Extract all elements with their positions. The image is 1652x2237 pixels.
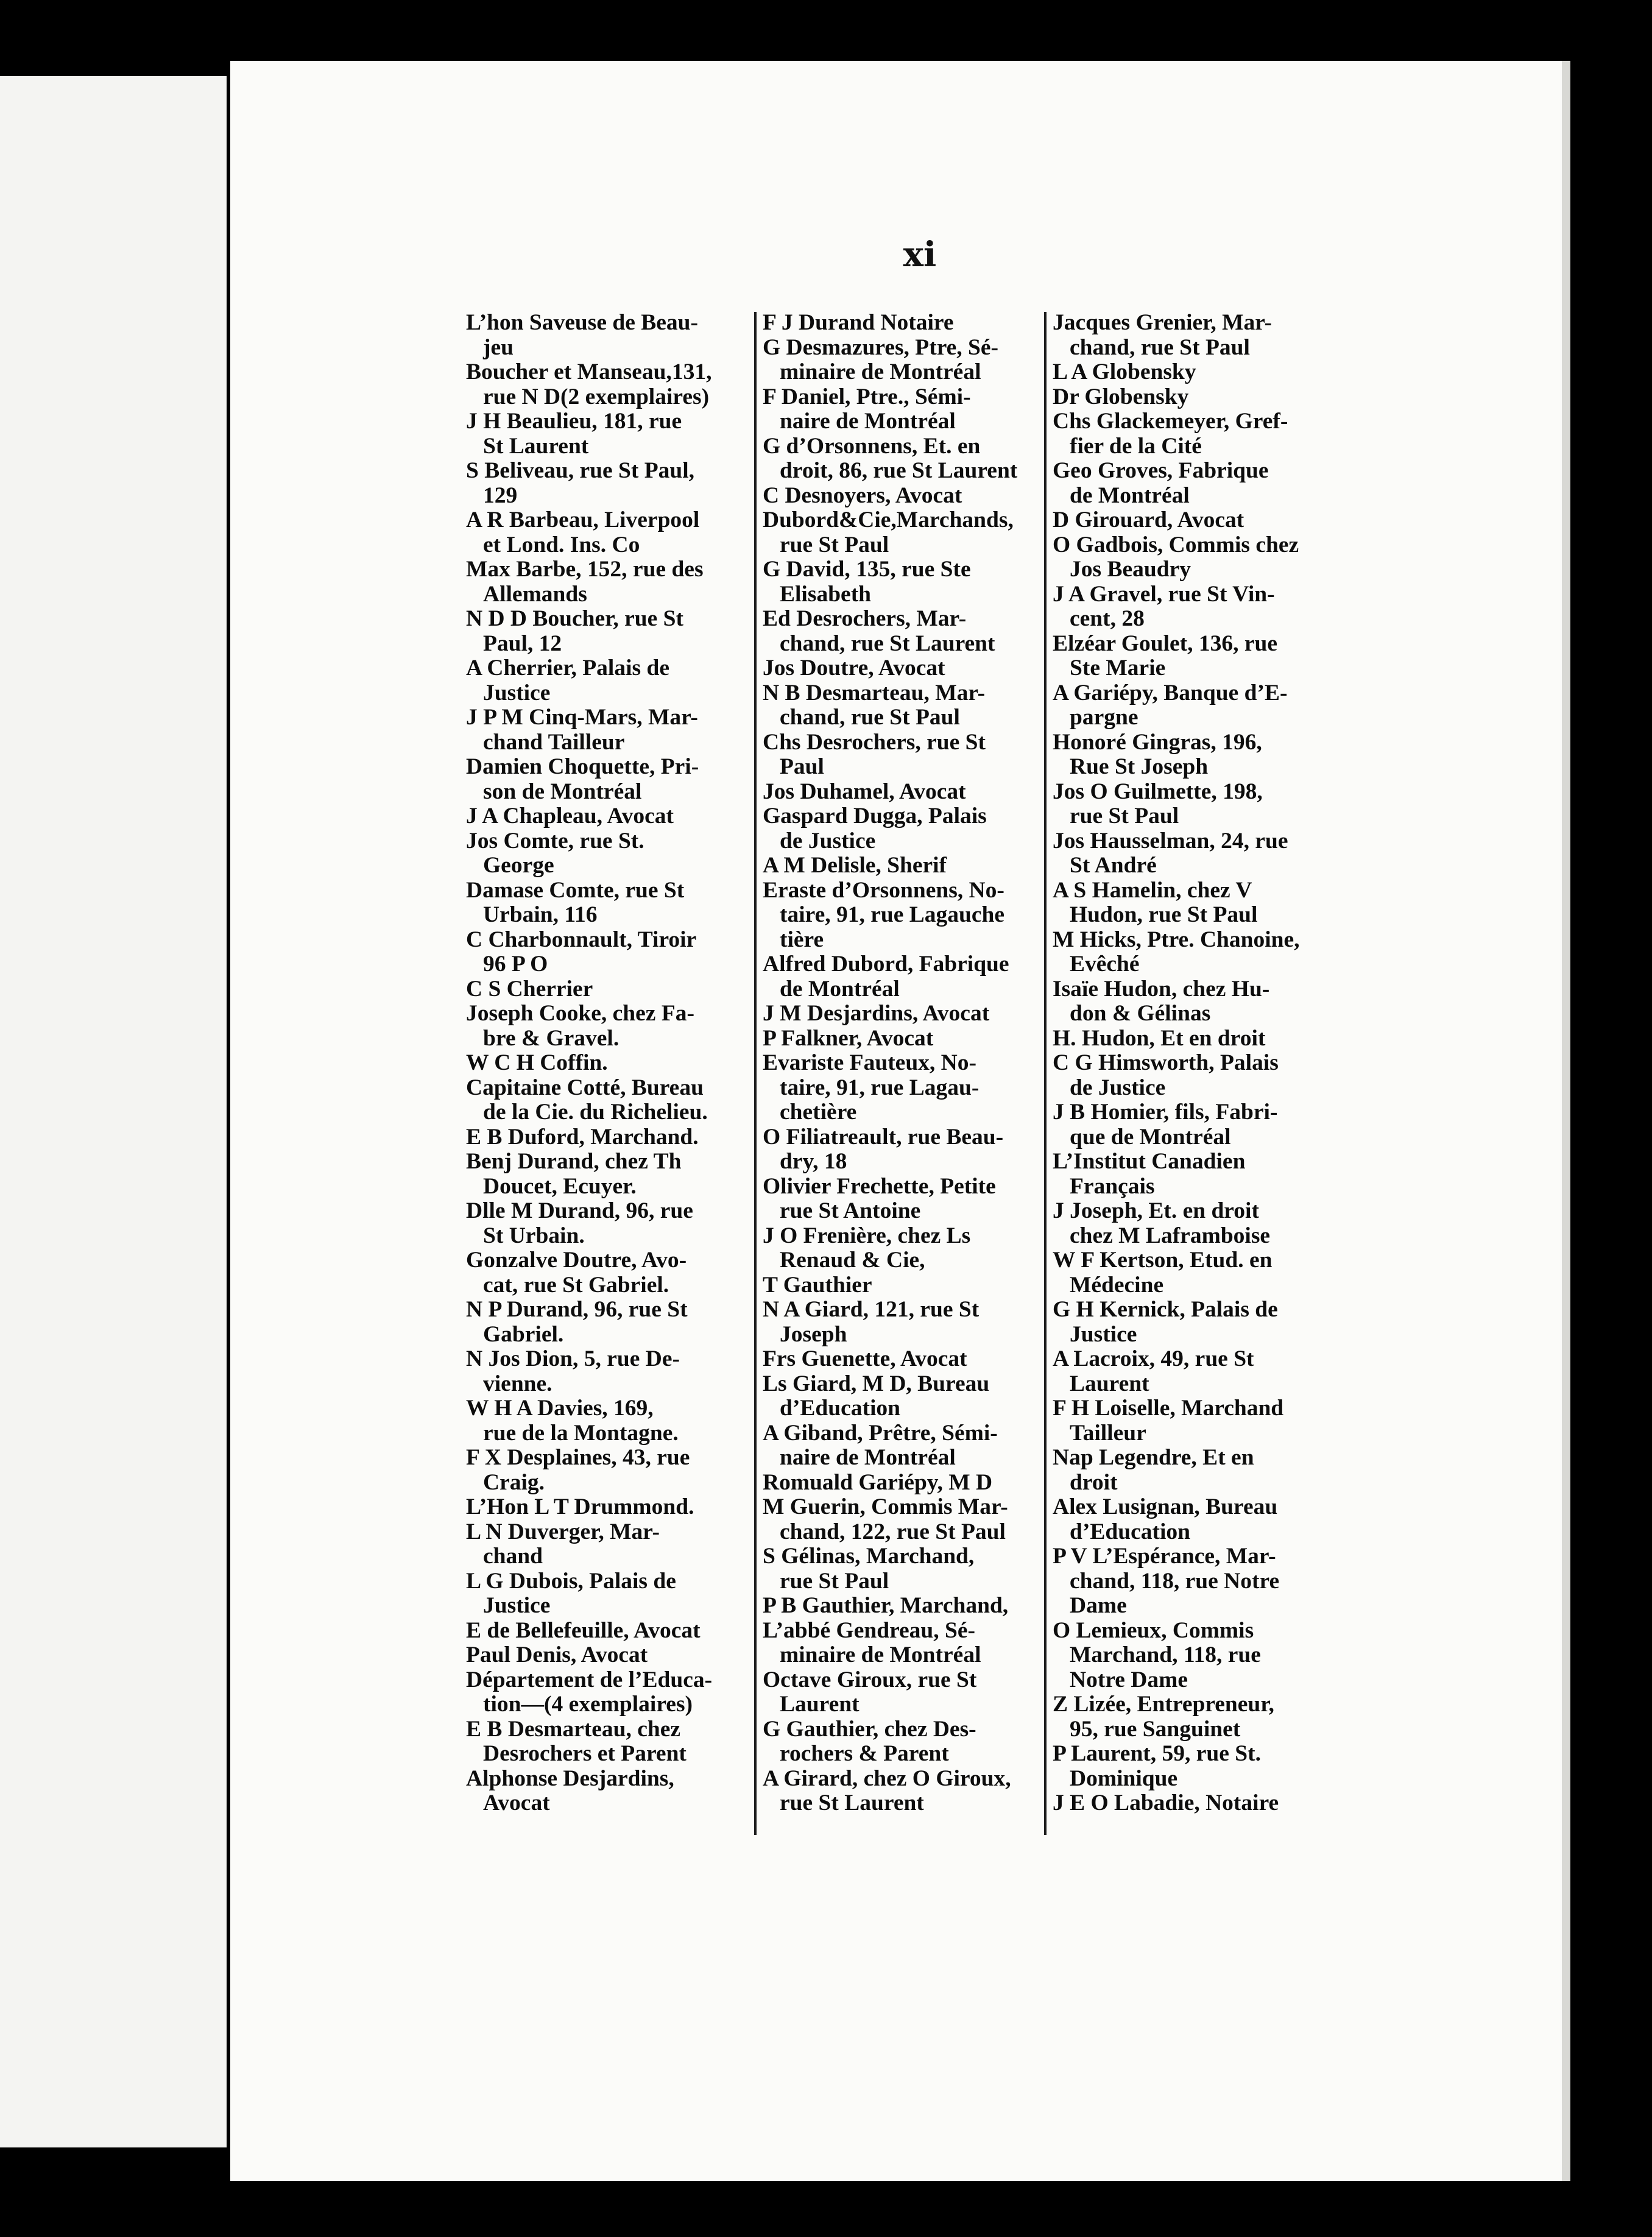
subscriber-entry: A M Delisle, Sherif — [763, 853, 947, 878]
subscriber-entry: J O Frenière, chez Ls Renaud & Cie, — [763, 1223, 971, 1273]
subscriber-entry: Jos Doutre, Avocat — [763, 656, 945, 680]
subscriber-entry: N D D Boucher, rue St Paul, 12 — [466, 606, 683, 656]
subscriber-column-2 — [763, 311, 1043, 1816]
subscriber-entry: G H Kernick, Palais de Justice — [1053, 1297, 1278, 1347]
subscriber-entry: P Laurent, 59, rue St. Dominique — [1053, 1741, 1262, 1791]
subscriber-entry: G David, 135, rue Ste Elisabeth — [763, 557, 971, 607]
subscriber-entry: D Girouard, Avocat — [1053, 507, 1244, 532]
subscriber-entry: N Jos Dion, 5, rue De- vienne. — [466, 1346, 680, 1396]
subscriber-entry: L’abbé Gendreau, Sé- minaire de Montréal — [763, 1617, 981, 1667]
subscriber-entry: Gaspard Dugga, Palais de Justice — [763, 804, 987, 853]
subscriber-entry: Ls Giard, M D, Bureau d’Education — [763, 1371, 990, 1421]
subscriber-entry: Joseph Cooke, chez Fa- bre & Gravel. — [466, 1001, 694, 1051]
subscriber-entry: S Gélinas, Marchand, rue St Paul — [763, 1544, 975, 1594]
column-divider — [1044, 312, 1047, 1835]
subscriber-entry: O Filiatreault, rue Beau- dry, 18 — [763, 1124, 1004, 1174]
subscriber-entry: Dr Globensky — [1053, 384, 1189, 409]
subscriber-entry: Honoré Gingras, 196, Rue St Joseph — [1053, 729, 1262, 779]
subscriber-entry: Olivier Frechette, Petite rue St Antoine — [763, 1173, 996, 1223]
subscriber-entry: Dubord&Cie,Marchands, rue St Paul — [763, 507, 1014, 557]
subscriber-entry: Benj Durand, chez Th Doucet, Ecuyer. — [466, 1149, 682, 1199]
subscriber-entry: Geo Groves, Fabrique de Montréal — [1053, 458, 1269, 508]
subscriber-entry: E B Duford, Marchand. — [466, 1124, 699, 1150]
subscriber-entry: Ed Desrochers, Mar- chand, rue St Laurent — [763, 606, 995, 656]
subscriber-entry: A Gariépy, Banque d’E- pargne — [1053, 680, 1288, 730]
subscriber-entry: L’Hon L T Drummond. — [466, 1494, 694, 1519]
subscriber-entry: L G Dubois, Palais de Justice — [466, 1568, 676, 1618]
subscriber-entry: P B Gauthier, Marchand, — [763, 1593, 1009, 1618]
subscriber-entry: Isaïe Hudon, chez Hu- don & Gélinas — [1053, 976, 1270, 1026]
subscriber-entry: M Guerin, Commis Mar- chand, 122, rue St Paul — [763, 1494, 1008, 1544]
subscriber-entry: L’hon Saveuse de Beau- jeu — [466, 310, 698, 360]
subscriber-entry: Paul Denis, Avocat — [466, 1642, 648, 1667]
subscriber-entry: F H Loiselle, Marchand Tailleur — [1053, 1396, 1284, 1446]
subscriber-entry: Romuald Gariépy, M D — [763, 1469, 993, 1495]
subscriber-entry: W H A Davies, 169, rue de la Montagne. — [466, 1396, 679, 1446]
subscriber-entry: H. Hudon, Et en droit — [1053, 1025, 1266, 1051]
subscriber-entry: Alex Lusignan, Bureau d’Education — [1053, 1494, 1278, 1544]
subscriber-entry: N B Desmarteau, Mar- chand, rue St Paul — [763, 680, 986, 730]
subscriber-entry: Jos Comte, rue St. George — [466, 828, 644, 878]
subscriber-entry: F X Desplaines, 43, rue Craig. — [466, 1445, 690, 1495]
subscriber-entry: Jacques Grenier, Mar- chand, rue St Paul — [1053, 310, 1273, 360]
subscriber-entry: O Gadbois, Commis chez Jos Beaudry — [1053, 532, 1299, 582]
subscriber-entry: Chs Desrochers, rue St Paul — [763, 729, 986, 779]
subscriber-entry: Damien Choquette, Pri- son de Montréal — [466, 754, 699, 804]
subscriber-entry: F J Durand Notaire — [763, 310, 954, 335]
subscriber-entry: Jos Hausselman, 24, rue St André — [1053, 828, 1288, 878]
subscriber-entry: Elzéar Goulet, 136, rue Ste Marie — [1053, 631, 1278, 680]
subscriber-entry: Max Barbe, 152, rue des Allemands — [466, 557, 704, 607]
subscriber-column-1 — [466, 311, 746, 1816]
subscriber-entry: G d’Orsonnens, Et. en droit, 86, rue St Laurent — [763, 433, 1018, 483]
subscriber-entry: J B Homier, fils, Fabri- que de Montréal — [1053, 1100, 1278, 1150]
page-number: xi — [903, 235, 937, 275]
subscriber-column-3 — [1053, 311, 1345, 1816]
subscriber-entry: G Desmazures, Ptre, Sé- minaire de Montréal — [763, 334, 999, 384]
subscriber-entry: A Girard, chez O Giroux, rue St Laurent — [763, 1765, 1011, 1815]
subscriber-entry: Alfred Dubord, Fabrique de Montréal — [763, 952, 1009, 1002]
subscriber-entry: A Giband, Prêtre, Sémi- naire de Montréal — [763, 1420, 998, 1470]
subscriber-entry: L’Institut Canadien Français — [1053, 1149, 1246, 1199]
previous-page-edge — [0, 76, 227, 2147]
subscriber-entry: Eraste d’Orsonnens, No- taire, 91, rue Lagauche tière — [763, 877, 1005, 952]
subscriber-entry: Dlle M Durand, 96, rue St Urbain. — [466, 1198, 693, 1248]
subscriber-entry: N P Durand, 96, rue St Gabriel. — [466, 1297, 688, 1347]
subscriber-entry: C Charbonnault, Tiroir 96 P O — [466, 927, 697, 977]
subscriber-entry: F Daniel, Ptre., Sémi- naire de Montréal — [763, 384, 971, 434]
subscriber-entry: A S Hamelin, chez V Hudon, rue St Paul — [1053, 877, 1258, 927]
subscriber-entry: Boucher et Manseau,131, rue N D(2 exemplaires) — [466, 359, 712, 409]
subscriber-entry: O Lemieux, Commis Marchand, 118, rue Notre Dame — [1053, 1617, 1261, 1692]
subscriber-entry: E B Desmarteau, chez Desrochers et Parent — [466, 1716, 687, 1766]
subscriber-entry: J M Desjardins, Avocat — [763, 1001, 990, 1026]
subscriber-entry: C Desnoyers, Avocat — [763, 482, 962, 508]
subscriber-entry: Jos O Guilmette, 198, rue St Paul — [1053, 779, 1263, 829]
subscriber-entry: J A Gravel, rue St Vin- cent, 28 — [1053, 581, 1275, 631]
subscriber-entry: Jos Duhamel, Avocat — [763, 779, 966, 804]
subscriber-entry: T Gauthier — [763, 1272, 872, 1298]
subscriber-entry: L A Globensky — [1053, 359, 1196, 384]
subscriber-entry: Gonzalve Doutre, Avo- cat, rue St Gabriel. — [466, 1248, 687, 1298]
subscriber-entry: N A Giard, 121, rue St Joseph — [763, 1297, 980, 1347]
subscriber-entry: Capitaine Cotté, Bureau de la Cie. du Richelieu. — [466, 1075, 708, 1125]
subscriber-entry: J H Beaulieu, 181, rue St Laurent — [466, 409, 682, 459]
subscriber-entry: W F Kertson, Etud. en Médecine — [1053, 1248, 1273, 1298]
subscriber-entry: Frs Guenette, Avocat — [763, 1346, 967, 1371]
subscriber-entry: C G Himsworth, Palais de Justice — [1053, 1050, 1279, 1100]
subscriber-entry: Alphonse Desjardins, Avocat — [466, 1765, 674, 1815]
subscriber-entry: L N Duverger, Mar- chand — [466, 1519, 660, 1569]
subscriber-entry: C S Cherrier — [466, 976, 593, 1002]
subscriber-entry: Département de l’Educa- tion—(4 exemplaires) — [466, 1667, 713, 1717]
subscriber-entry: Octave Giroux, rue St Laurent — [763, 1667, 977, 1717]
subscriber-entry: J A Chapleau, Avocat — [466, 804, 674, 829]
subscriber-entry: J P M Cinq-Mars, Mar- chand Tailleur — [466, 705, 698, 755]
subscriber-entry: Chs Glackemeyer, Gref- fier de la Cité — [1053, 409, 1288, 459]
subscriber-entry: J E O Labadie, Notaire — [1053, 1790, 1279, 1815]
subscriber-entry: Damase Comte, rue St Urbain, 116 — [466, 877, 685, 927]
subscriber-entry: A Lacroix, 49, rue St Laurent — [1053, 1346, 1254, 1396]
subscriber-entry: S Beliveau, rue St Paul, 129 — [466, 458, 695, 508]
subscriber-entry: Z Lizée, Entrepreneur, 95, rue Sanguinet — [1053, 1692, 1274, 1742]
subscriber-entry: A Cherrier, Palais de Justice — [466, 656, 669, 705]
column-divider — [754, 312, 757, 1835]
subscriber-entry: P V L’Espérance, Mar- chand, 118, rue Notre Dame — [1053, 1544, 1280, 1618]
subscriber-entry: M Hicks, Ptre. Chanoine, Evêché — [1053, 927, 1300, 977]
subscriber-entry: Evariste Fauteux, No- taire, 91, rue Lagau- chetière — [763, 1050, 980, 1125]
subscriber-entry: A R Barbeau, Liverpool et Lond. Ins. Co — [466, 507, 700, 557]
subscriber-entry: P Falkner, Avocat — [763, 1025, 934, 1051]
subscriber-entry: G Gauthier, chez Des- rochers & Parent — [763, 1716, 976, 1766]
subscriber-entry: J Joseph, Et. en droit chez M Laframboise — [1053, 1198, 1271, 1248]
subscriber-entry: Nap Legendre, Et en droit — [1053, 1445, 1254, 1495]
subscriber-entry: E de Bellefeuille, Avocat — [466, 1617, 701, 1643]
subscriber-entry: W C H Coffin. — [466, 1050, 608, 1075]
